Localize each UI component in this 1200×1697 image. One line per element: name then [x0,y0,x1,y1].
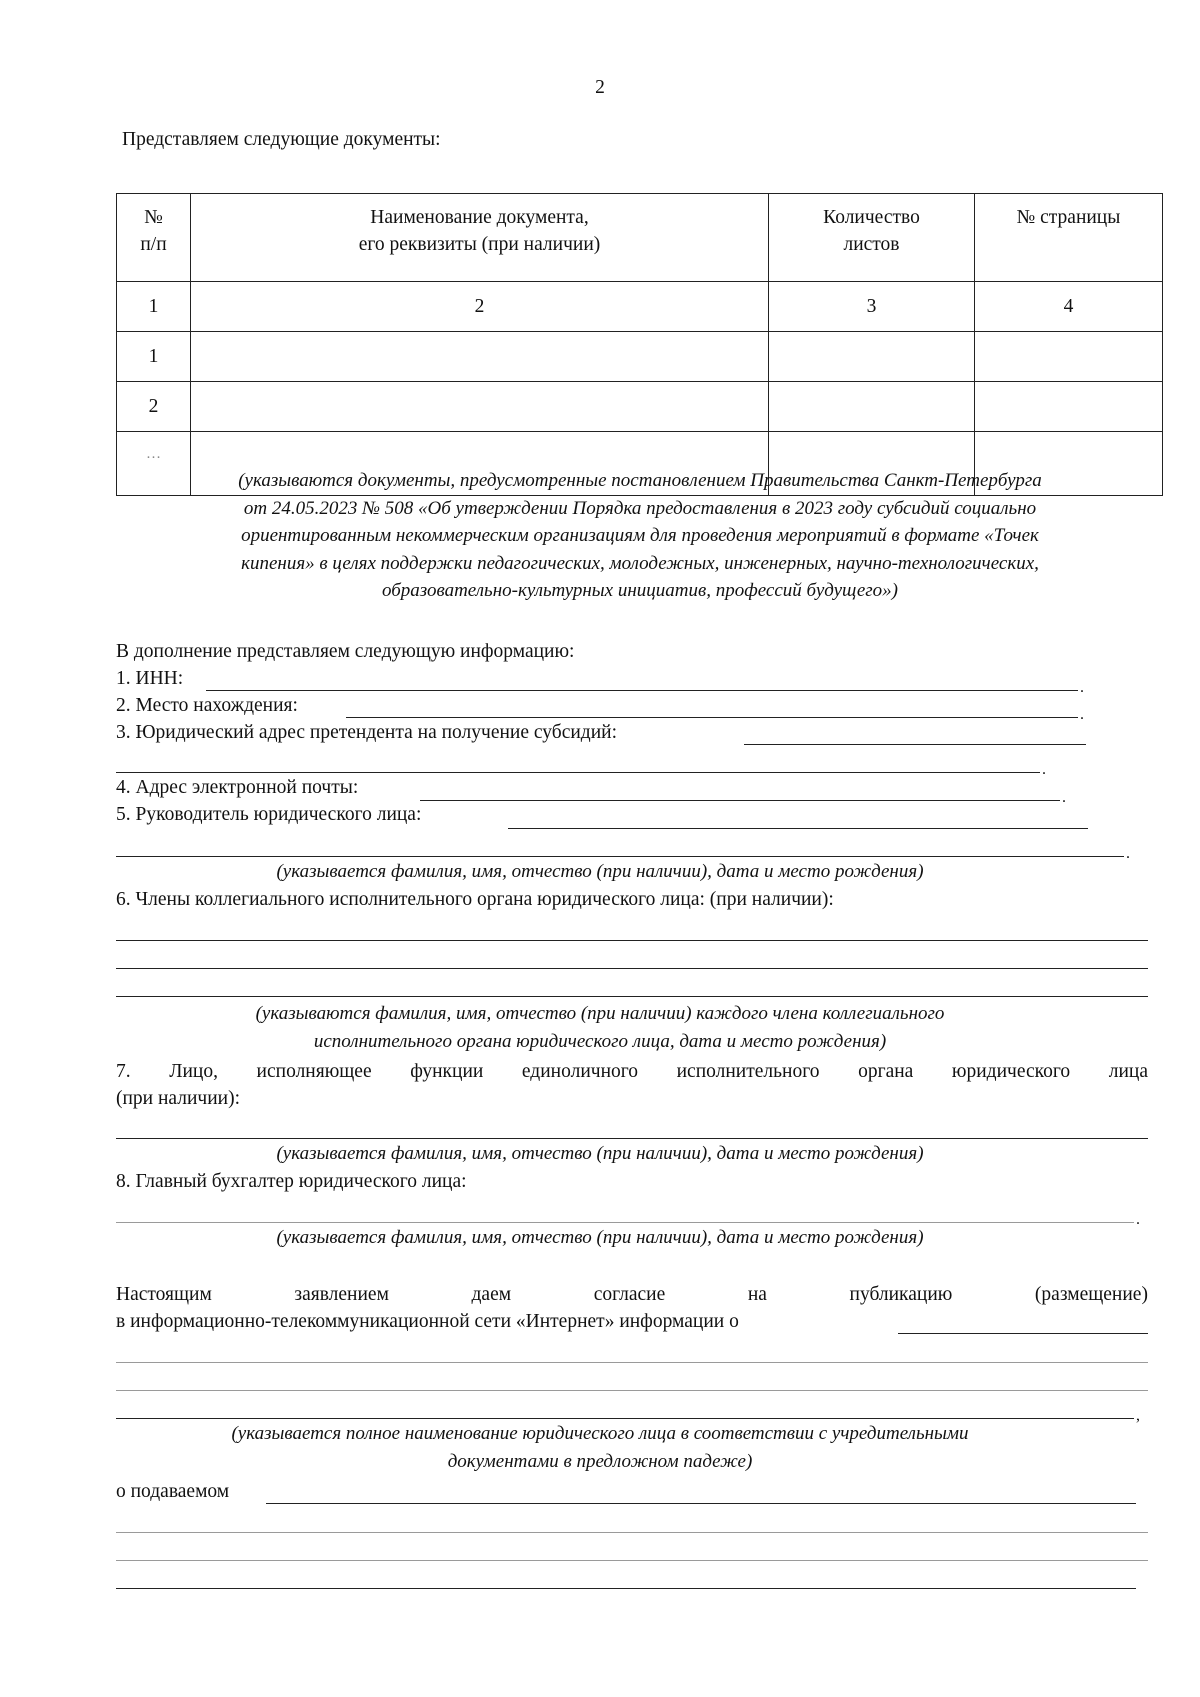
head-field-cont[interactable] [116,856,1124,857]
table-row [117,382,1163,432]
legal-address-field-cont[interactable] [116,772,1040,773]
consent-org-field-4[interactable] [116,1418,1134,1419]
submitted-label: о подаваемом [116,1481,230,1502]
submitted-field-4[interactable] [116,1588,1136,1589]
table-note-line: (указываются документы, предусмотренные постановлением Правительства Санкт-Петербурга [238,470,1042,491]
accountant-note: (указывается фамилия, имя, отчество (при наличии), дата и место рождения) [276,1227,924,1248]
table-cell: 1 [117,282,191,332]
table-cell: 4 [975,282,1163,332]
submitted-field-3[interactable] [116,1560,1148,1561]
accountant-field[interactable] [116,1222,1134,1223]
board-field-1[interactable] [116,940,1148,941]
location-label: 2. Место нахождения: [116,695,298,716]
table-cell[interactable] [191,332,769,382]
consent-line-1: Настоящим заявлением даем согласие на публикацию (размещение) [116,1284,1148,1305]
location-field[interactable] [346,717,1078,718]
table-cell[interactable] [191,382,769,432]
sole-exec-field[interactable] [116,1138,1148,1139]
submitted-field[interactable] [266,1503,1136,1504]
table-cell: 2 [191,282,769,332]
table-cell[interactable] [769,332,975,382]
board-note-line: (указываются фамилия, имя, отчество (при наличии) каждого члена коллегиального [255,1003,945,1024]
inn-field[interactable] [206,690,1078,691]
consent-note-line: (указывается полное наименование юридического лица в соответствии с учредительными [231,1423,969,1444]
table-note-line: ориентированным некоммерческим организациям для проведения мероприятий в формате «Точек [241,525,1039,546]
sole-exec-label: 7. Лицо, исполняющее функции единоличного исполнительного органа юридического лица [116,1061,1148,1082]
table-note-line: от 24.05.2023 № 508 «Об утверждении Порядка предоставления в 2023 году субсидий социально [243,497,1037,519]
head-field[interactable] [508,828,1088,829]
header-number: № п/п [117,194,191,282]
documents-table [116,193,1163,496]
legal-address-field[interactable] [744,744,1086,745]
table-cell: … [117,432,191,496]
consent-org-field-3[interactable] [116,1390,1148,1391]
table-numbering-row [117,282,1163,332]
board-field-3[interactable] [116,996,1148,997]
accountant-label: 8. Главный бухгалтер юридического лица: [116,1171,467,1192]
table-note [110,467,1170,605]
header-sheet-count: Количество листов [769,194,975,282]
table-note-line: кипения» в целях поддержки педагогических, молодежных, инженерных, научно-технологических, [241,552,1039,574]
email-label: 4. Адрес электронной почты: [116,777,359,798]
header-page-number: № страницы [975,194,1163,282]
info-intro: В дополнение представляем следующую информацию: [116,641,575,662]
table-cell: 1 [117,332,191,382]
board-label: 6. Члены коллегиального исполнительного органа юридического лица: (при наличии): [116,889,834,910]
header-document-name: Наименование документа, его реквизиты (при наличии) [191,194,769,282]
consent-note-line: документами в предложном падеже) [447,1450,753,1472]
submitted-field-2[interactable] [116,1532,1148,1533]
board-note-line: исполнительного органа юридического лица, дата и место рождения) [313,1030,887,1052]
table-cell: 3 [769,282,975,332]
head-label: 5. Руководитель юридического лица: [116,804,422,825]
consent-org-field-2[interactable] [116,1362,1148,1363]
legal-address-label: 3. Юридический адрес претендента на получение субсидий: [116,722,618,743]
table-header-row [117,194,1163,282]
board-note [0,1000,1200,1055]
table-cell: 2 [117,382,191,432]
board-field-2[interactable] [116,968,1148,969]
table-note-line: образовательно-культурных инициатив, профессий будущего») [382,580,898,601]
documents-intro: Представляем следующие документы: [122,129,441,150]
consent-org-field[interactable] [898,1333,1148,1334]
sole-exec-label-cont: (при наличии): [116,1088,241,1109]
table-cell[interactable] [975,382,1163,432]
table-cell[interactable] [769,382,975,432]
consent-line-2: в информационно-телекоммуникационной сети «Интернет» информации о [116,1311,739,1332]
consent-note [0,1420,1200,1475]
table-row [117,332,1163,382]
head-note: (указывается фамилия, имя, отчество (при наличии), дата и место рождения) [276,861,924,882]
email-field[interactable] [420,800,1060,801]
inn-label: 1. ИНН: [116,668,184,689]
sole-exec-note: (указывается фамилия, имя, отчество (при наличии), дата и место рождения) [276,1143,924,1164]
table-cell[interactable] [975,332,1163,382]
page-number: 2 [595,77,605,98]
